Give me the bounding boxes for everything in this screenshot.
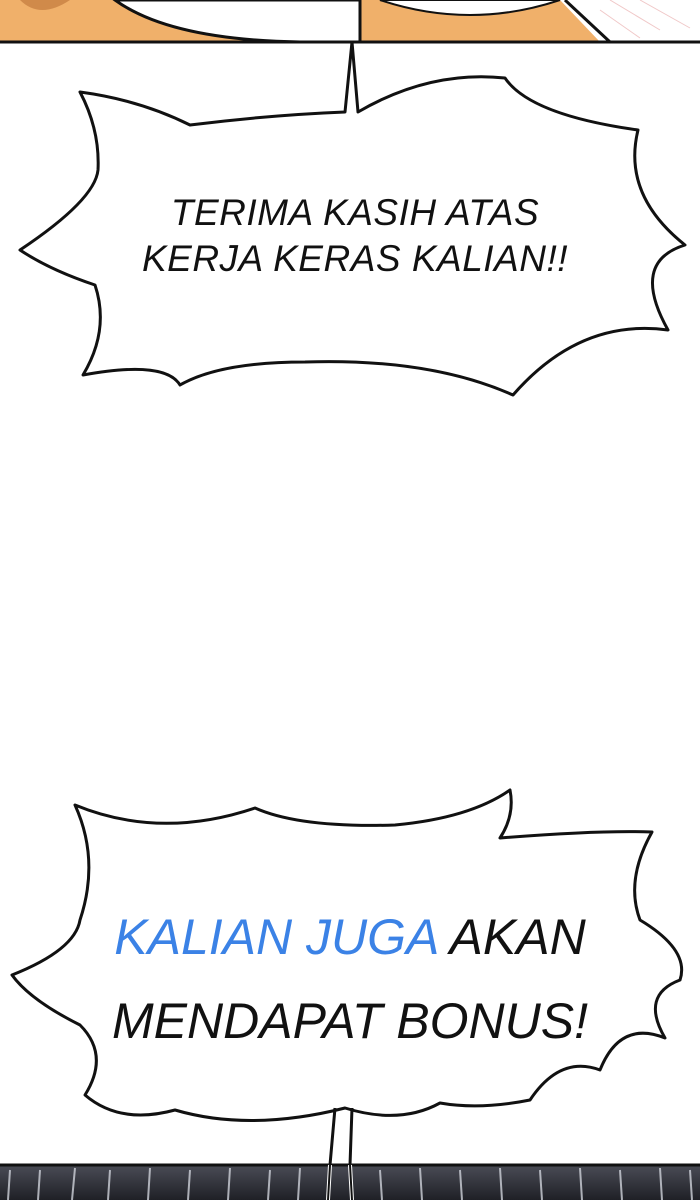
speech-bottom-accent: KALIAN JUGA [114, 909, 438, 965]
speech-top-line-2: KERJA KERAS KALIAN!! [141, 238, 569, 279]
speech-top-line-1: TERIMA KASIH ATAS [170, 192, 540, 233]
speech-bottom-line-2: MENDAPAT BONUS! [112, 993, 588, 1049]
speech-bottom-line-1-rest: AKAN [437, 909, 586, 965]
